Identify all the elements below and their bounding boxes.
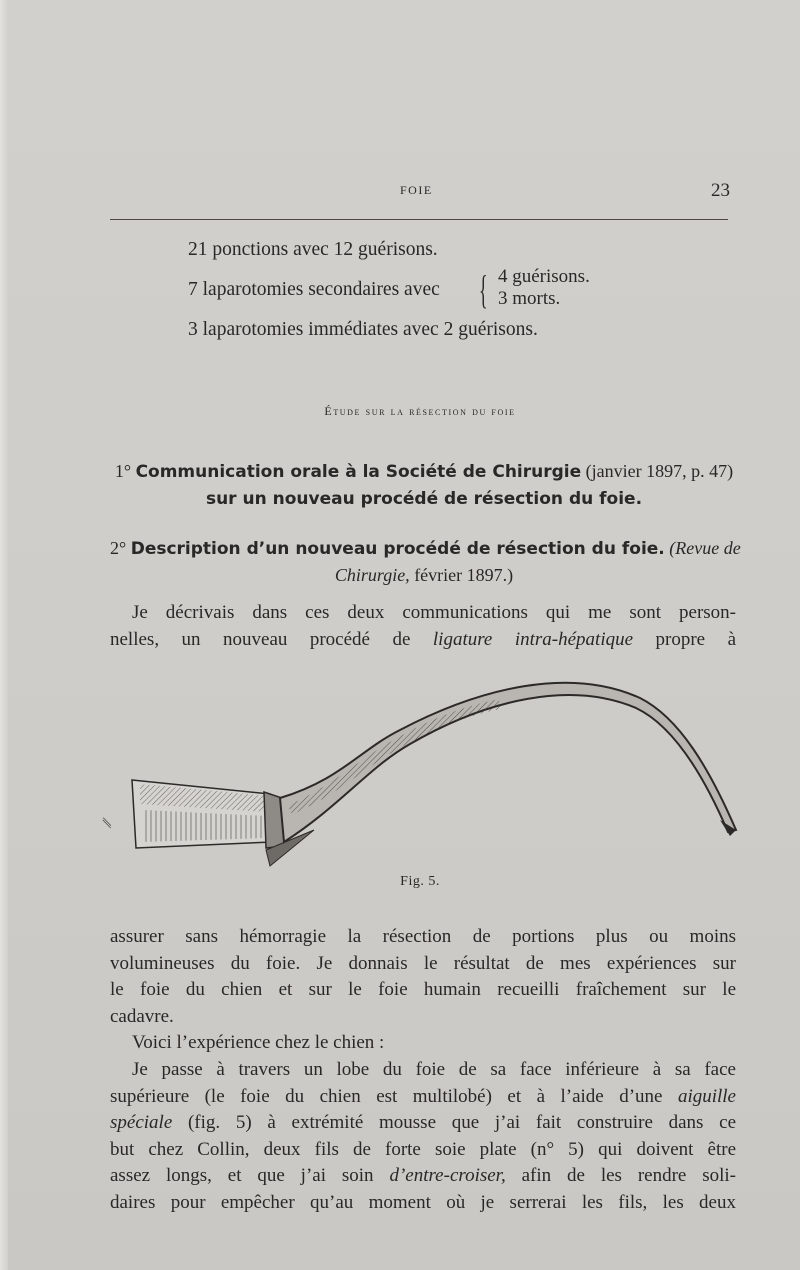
reference-1-number: 1°: [114, 461, 132, 481]
curved-needle-drawing: [100, 670, 740, 870]
emphasis-entre-croiser: d’entre-croiser,: [389, 1165, 506, 1187]
curly-brace: {: [479, 267, 488, 312]
text-line: [110, 1110, 736, 1137]
reference-2-date: février 1897.): [414, 565, 514, 585]
stat-line-ponctions: 21 ponctions avec 12 guérisons.: [188, 239, 438, 260]
text-span: nelles, un nouveau procédé de: [110, 628, 411, 650]
text-span: (fig. 5) à extrémité mousse que j’ai fait construire dans ce: [187, 1112, 737, 1134]
page-number: 23: [711, 180, 730, 201]
text-line: Voici l’expérience chez le chien :: [132, 1032, 385, 1054]
text-line: daires pour empêcher qu’au moment où je serrerai les fils, les deux: [110, 1191, 736, 1213]
figure-caption: Fig. 5.: [400, 874, 440, 889]
text-span: supérieure (le foie du chien est multilobé) et à l’aide d’une: [110, 1085, 663, 1107]
section-title: Étude sur la résection du foie: [324, 404, 516, 418]
text-line: [110, 627, 736, 654]
stat-line-lead: 7 laparotomies secondaires avec: [188, 279, 440, 300]
reference-1-line-2: [110, 485, 738, 512]
page-edge: [0, 0, 8, 1270]
needle-illustration: [100, 670, 740, 870]
brace-item-guerisons: 4 guérisons.: [498, 266, 590, 287]
reference-1-title: Communication orale à la Société de Chirurgie: [135, 462, 582, 482]
reference-2-line-1: [110, 535, 741, 562]
text-line: [110, 1163, 736, 1190]
reference-2: [110, 535, 741, 589]
running-title: FOIE: [400, 183, 433, 197]
text-line: assurer sans hémorragie la résection de portions plus ou moins: [110, 926, 736, 947]
text-line: le foie du chien et sur le foie humain recueilli fraîchement sur le: [110, 979, 736, 1001]
emphasis-ligature: ligature intra-hépatique: [432, 628, 634, 650]
reference-2-journal: (Revue de: [669, 538, 741, 558]
reference-2-line-2: [110, 562, 738, 589]
reference-1-title-cont: sur un nouveau procédé de résection du foie.: [205, 489, 643, 509]
text-span: propre à: [655, 628, 737, 650]
brace-items: [498, 266, 590, 310]
text-line: Je décrivais dans ces deux communications qui me sont person-: [132, 602, 736, 623]
stat-line-laparotomies-immediates: 3 laparotomies immédiates avec 2 guérisons.: [188, 319, 538, 340]
reference-2-title: Description d’un nouveau procédé de résection du foie.: [130, 539, 665, 559]
emphasis-aiguille: aiguille: [677, 1085, 736, 1107]
header-rule: [110, 219, 728, 220]
text-line: [110, 1084, 736, 1111]
needle-shaft: [280, 683, 736, 842]
running-head: [110, 180, 730, 204]
text-line: Je passe à travers un lobe du foie de sa face inférieure à sa face: [132, 1058, 736, 1080]
text-line: volumineuses du foie. Je donnais le résultat de mes expériences sur: [110, 952, 736, 974]
reference-2-journal-cont: Chirurgie,: [334, 565, 410, 585]
reference-2-number: 2°: [110, 538, 127, 558]
reference-1-line-1: [110, 458, 738, 485]
emphasis-speciale: spéciale: [110, 1112, 173, 1134]
text-line: cadavre.: [110, 1005, 174, 1027]
text-span: assez longs, et que j’ai soin: [110, 1165, 374, 1187]
text-line: but chez Collin, deux fils de forte soie plate (n° 5) qui doivent être: [110, 1138, 736, 1160]
paragraph-1: [110, 600, 736, 653]
stat-line-laparotomies-secondaires: [188, 264, 648, 316]
statistics-block: [188, 236, 648, 344]
paragraph-2: [110, 924, 736, 1217]
engraver-signature: ⁄⁄: [100, 819, 116, 827]
brace-item-morts: 3 morts.: [498, 288, 561, 309]
reference-1-source: (janvier 1897, p. 47): [585, 461, 734, 481]
text-span: afin de les rendre soli-: [521, 1165, 737, 1187]
reference-1: [110, 458, 738, 512]
